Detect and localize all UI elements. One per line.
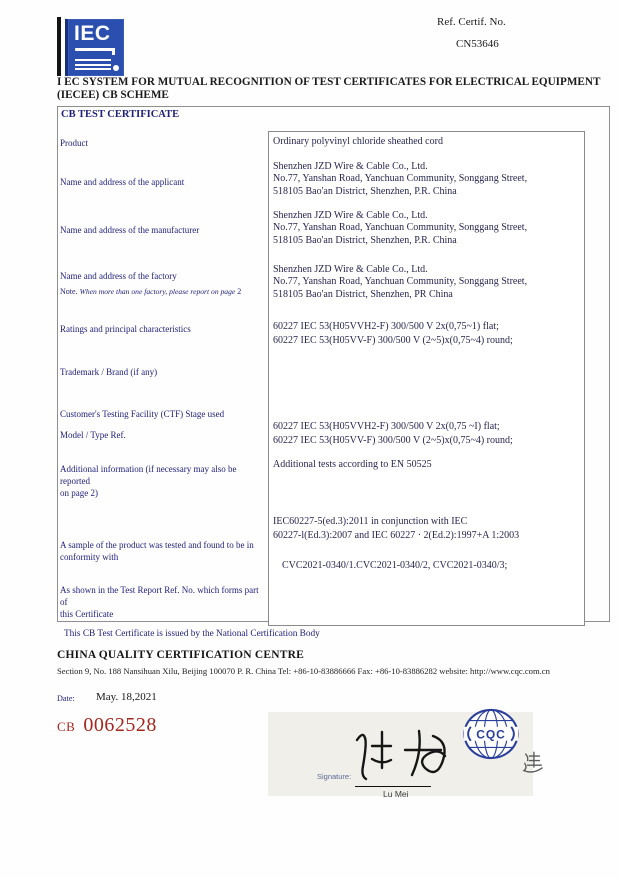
label-additional-info-line1: Additional information (if necessary may also be reported [60,464,237,486]
stamp-character-jian [522,749,544,774]
label-applicant: Name and address of the applicant [60,177,185,187]
value-manufacturer-line3: 518105 Bao'an District, Shenzhen, P.R. China [273,234,457,246]
label-conformity [60,539,268,563]
value-model-line2: 60227 IEC 53(H05VV-F) 300/500 V (2~5)x(0,75~4) round; [273,434,513,446]
value-factory-line3: 518105 Bao'an District, Shenzhen, PR China [273,288,453,300]
label-product: Product [60,138,88,148]
iec-logo-lines [75,59,119,73]
label-conformity-line2: conformity with [60,552,119,562]
issued-by-note: This CB Test Certificate is issued by the National Certification Body [64,629,320,639]
iec-logo-box [65,19,124,76]
label-conformity-line1: A sample of the product was tested and found to be in [60,540,254,550]
iec-logo-text: IEC [74,22,111,45]
date-value: May. 18,2021 [96,691,157,703]
cb-prefix: CB [57,719,76,734]
cb-number: 0062528 [83,714,157,736]
value-manufacturer [273,210,579,247]
value-conformity [273,515,579,542]
ref-certif-label: Ref. Certif. No. [437,16,506,28]
value-conformity-line1: IEC60227-5(ed.3):2011 in conjunction with IEC [273,516,468,527]
cqc-logo-text: CQC [476,727,506,742]
label-test-report-line2: this Certificate [60,609,114,619]
value-ratings-line2: 60227 IEC 53(H05VV-F) 300/500 V (2~5)x(0,75~4) round; [273,334,513,346]
iec-logo-dot [113,65,119,71]
value-applicant-line2: No.77, Yanshan Road, Yanchuan Community, Songgang Street, [273,173,528,185]
label-trademark: Trademark / Brand (if any) [60,367,158,377]
value-factory [273,264,579,301]
values-panel-border [268,131,585,626]
value-manufacturer-line2: No.77, Yanshan Road, Yanchuan Community, Songgang Street, [273,222,528,234]
signature-line [355,786,431,787]
label-ratings: Ratings and principal characteristics [60,324,191,334]
value-ratings [273,320,579,347]
value-additional: Additional tests according to EN 50525 [273,459,432,470]
label-factory: Name and address of the factory [60,271,177,281]
iec-logo [57,14,125,78]
certificate-title: CB TEST CERTIFICATE [61,109,180,120]
iec-logo-underline [75,48,115,51]
iec-logo-spine [57,17,61,76]
factory-note-suffix: 2 [237,287,242,296]
certification-body-address: Section 9, No. 188 Nansihuan Xilu, Beijing 100070 P. R. China Tel: +86-10-83886666 Fax: +86-10-83886282 website: http://www.cqc.com.cn [57,666,550,676]
certification-body-name: CHINA QUALITY CERTIFICATION CENTRE [57,649,304,661]
signature-label: Signature: [317,772,352,781]
value-factory-line2: No.77, Yanshan Road, Yanchuan Community, Songgang Street, [273,276,528,288]
label-additional-info [60,463,268,499]
label-ctf-stage: Customer's Testing Facility (CTF) Stage used [60,409,225,419]
date-label: Date: [57,694,75,703]
label-test-report-line1: As shown in the Test Report Ref. No. which forms part of [60,585,259,607]
value-manufacturer-line1: Shenzhen JZD Wire & Cable Co., Ltd. [273,210,428,221]
value-model [273,420,579,447]
ref-certif-number: CN53646 [456,38,499,50]
factory-note-italic: When more than one factory, please report on page [79,287,236,296]
value-applicant-line1: Shenzhen JZD Wire & Cable Co., Ltd. [273,161,428,172]
handwritten-signature-lu-mei [345,724,465,784]
scheme-title-line2: (IECEE) CB SCHEME [57,89,169,101]
label-factory-note [60,287,280,296]
iec-logo-underline-tail [112,48,115,55]
label-additional-info-line2: on page 2) [60,488,98,498]
value-applicant [273,161,579,198]
value-test-report: CVC2021-0340/1.CVC2021-0340/2, CVC2021-0340/3; [282,560,508,571]
value-model-line1: 60227 IEC 53(H05VVH2-F) 300/500 V 2x(0,75 ~I) flat; [273,421,500,432]
value-applicant-line3: 518105 Bao'an District, Shenzhen, P.R. China [273,185,457,197]
signature-name: Lu Mei [383,789,409,799]
value-factory-line1: Shenzhen JZD Wire & Cable Co., Ltd. [273,264,428,275]
label-model-type-ref: Model / Type Ref. [60,430,126,440]
label-test-report [60,584,268,620]
value-product: Ordinary polyvinyl chloride sheathed cord [273,136,443,147]
cqc-logo [462,708,520,760]
cb-certificate-number [57,714,157,737]
value-conformity-line2: 60227-l(Ed.3):2007 and IEC 60227 · 2(Ed.2):1997+A 1:2003 [273,529,520,541]
factory-note-prefix: Note. [60,287,78,296]
scheme-title-line1: I EC SYSTEM FOR MUTUAL RECOGNITION OF TEST CERTIFICATES FOR ELECTRICAL EQUIPMENT [57,76,601,88]
value-ratings-line1: 60227 IEC 53(H05VVH2-F) 300/500 V 2x(0,75~1) flat; [273,321,499,332]
label-manufacturer: Name and address of the manufacturer [60,225,200,235]
